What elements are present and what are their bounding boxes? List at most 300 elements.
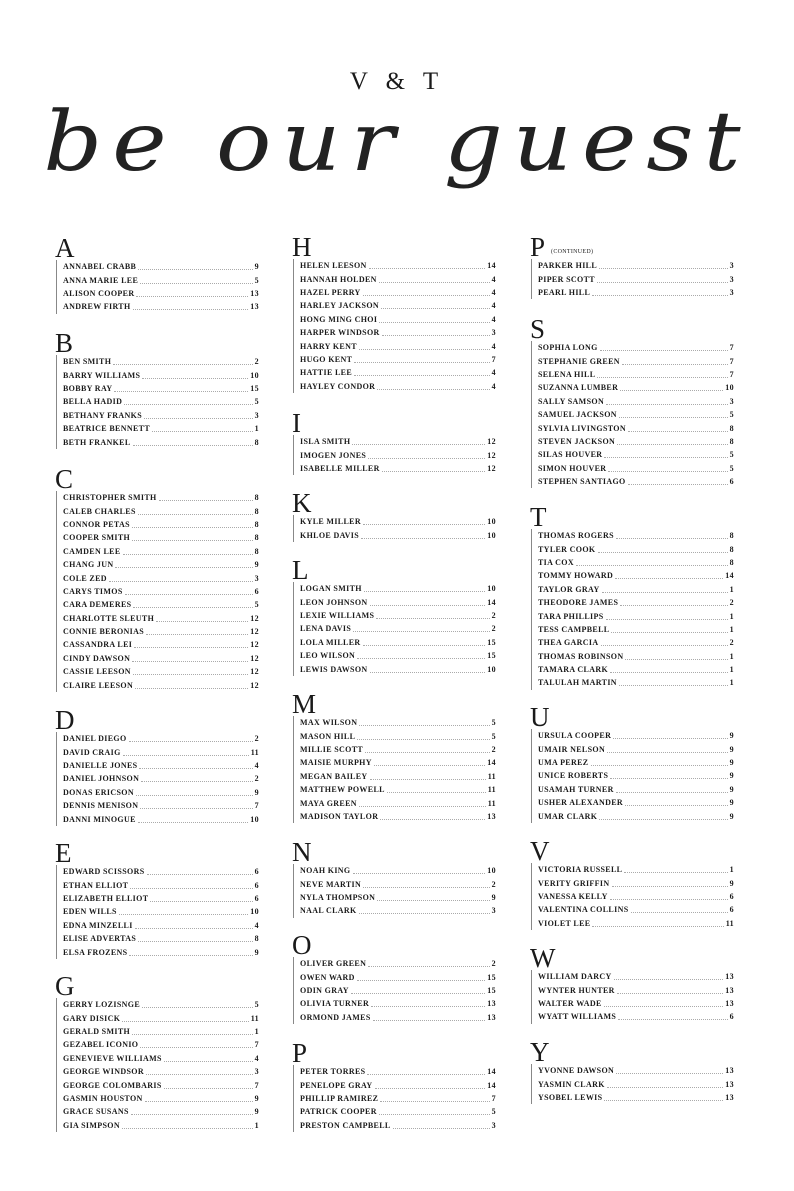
section-header — [530, 502, 734, 532]
dot-leader — [615, 578, 723, 579]
guest-name: TIA COX — [538, 557, 575, 567]
table-number: 11 — [487, 798, 496, 808]
dot-leader — [135, 928, 253, 929]
dot-leader — [618, 1019, 727, 1020]
guest-row — [63, 382, 259, 395]
table-number: 14 — [487, 597, 496, 607]
table-number: 9 — [491, 892, 496, 902]
table-number: 7 — [254, 801, 259, 811]
section-letter: W — [530, 943, 556, 973]
guest-name: SYLVIA LIVINGSTON — [538, 423, 626, 433]
guest-row — [63, 531, 259, 544]
guest-row — [63, 612, 259, 625]
table-number: 1 — [729, 678, 734, 688]
table-number: 10 — [487, 664, 496, 674]
guest-name: PENELOPE GRAY — [300, 1080, 373, 1090]
guest-row — [63, 422, 259, 435]
table-number: 13 — [487, 1012, 496, 1022]
guest-row — [63, 786, 259, 799]
table-number: 5 — [491, 731, 496, 741]
guest-row — [538, 381, 734, 394]
dot-leader — [601, 645, 728, 646]
guest-name: CARA DEMERES — [63, 600, 132, 610]
section-header — [530, 943, 734, 973]
guest-name: ANNA MARIE LEE — [63, 275, 139, 285]
guest-row — [63, 1025, 259, 1038]
table-number: 4 — [491, 381, 496, 391]
dot-leader — [150, 901, 252, 902]
guest-row — [300, 716, 496, 729]
guest-name: USAMAH TURNER — [538, 784, 614, 794]
dot-leader — [607, 752, 728, 753]
dot-leader — [352, 444, 485, 445]
guest-row — [538, 542, 734, 555]
dot-leader — [134, 647, 248, 648]
table-number: 9 — [729, 798, 734, 808]
dot-leader — [599, 268, 728, 269]
guest-row — [300, 272, 496, 285]
table-number: 1 — [729, 665, 734, 675]
guest-row — [63, 260, 259, 273]
guest-row — [538, 408, 734, 421]
table-number: 2 — [254, 734, 259, 744]
guest-row — [300, 1011, 496, 1024]
guest-list — [293, 515, 496, 542]
table-number: 13 — [725, 1092, 734, 1102]
guest-list — [531, 863, 734, 930]
guest-row — [63, 409, 259, 422]
guest-name: HAZEL PERRY — [300, 287, 361, 297]
section-e — [55, 839, 259, 959]
dot-leader — [616, 538, 728, 539]
guest-name: CHRISTOPHER SMITH — [63, 493, 157, 503]
guest-row — [300, 1065, 496, 1078]
guest-name: OLIVER GREEN — [300, 959, 367, 969]
guest-name: PRESTON CAMPBELL — [300, 1120, 391, 1130]
guest-name: ISLA SMITH — [300, 437, 351, 447]
guest-row — [300, 1092, 496, 1105]
table-number: 4 — [491, 287, 496, 297]
section-header — [55, 705, 259, 735]
section-l — [292, 556, 496, 676]
table-number: 5 — [491, 1107, 496, 1117]
table-number: 6 — [729, 1012, 734, 1022]
guest-name: YVONNE DAWSON — [538, 1066, 615, 1076]
guest-name: BETHANY FRANKS — [63, 410, 143, 420]
table-number: 6 — [254, 867, 259, 877]
guest-row — [63, 287, 259, 300]
dot-leader — [123, 755, 249, 756]
dot-leader — [379, 1114, 490, 1115]
table-number: 8 — [254, 493, 259, 503]
guest-name: UMA PEREZ — [538, 757, 589, 767]
section-header — [292, 837, 496, 867]
guest-row — [538, 1064, 734, 1077]
table-number: 9 — [729, 731, 734, 741]
section-y — [530, 1038, 734, 1104]
dot-leader — [125, 594, 253, 595]
section-s — [530, 315, 734, 488]
table-number: 3 — [254, 573, 259, 583]
table-number: 12 — [250, 653, 259, 663]
dot-leader — [359, 913, 490, 914]
dot-leader — [124, 404, 252, 405]
table-number: 13 — [725, 1079, 734, 1089]
guest-row — [63, 571, 259, 584]
guest-name: TOMMY HOWARD — [538, 571, 614, 581]
section-header — [55, 971, 259, 1001]
guest-row — [63, 625, 259, 638]
dot-leader — [113, 364, 252, 365]
guest-row — [538, 259, 734, 272]
guest-row — [63, 865, 259, 878]
guest-row — [538, 903, 734, 916]
table-number: 6 — [254, 893, 259, 903]
dot-leader — [138, 941, 252, 942]
guest-row — [300, 891, 496, 904]
table-number: 9 — [729, 744, 734, 754]
guest-row — [63, 1119, 259, 1132]
table-number: 10 — [487, 517, 496, 527]
table-number: 13 — [725, 985, 734, 995]
guest-name: MAYA GREEN — [300, 798, 357, 808]
dot-leader — [361, 538, 485, 539]
guest-name: LEWIS DAWSON — [300, 664, 368, 674]
guest-row — [300, 810, 496, 823]
guest-name: PATRICK COOPER — [300, 1107, 377, 1117]
dot-leader — [597, 282, 728, 283]
table-number: 12 — [250, 640, 259, 650]
guest-row — [538, 796, 734, 809]
guest-row — [538, 354, 734, 367]
dot-leader — [142, 1007, 253, 1008]
guest-name: BETH FRANKEL — [63, 437, 131, 447]
guest-row — [63, 878, 259, 891]
section-header — [530, 1037, 734, 1067]
guest-row — [300, 957, 496, 970]
guest-row — [300, 462, 496, 475]
table-number: 3 — [491, 906, 496, 916]
section-letter: C — [55, 464, 74, 494]
dot-leader — [600, 350, 728, 351]
dot-leader — [370, 779, 486, 780]
table-number: 2 — [491, 959, 496, 969]
guest-name: PEARL HILL — [538, 287, 591, 297]
table-number: 1 — [729, 584, 734, 594]
guest-row — [300, 339, 496, 352]
guest-name: CINDY DAWSON — [63, 653, 131, 663]
dot-leader — [624, 872, 727, 873]
guest-name: VALENTINA COLLINS — [538, 905, 629, 915]
guest-list — [56, 732, 259, 826]
table-number: 11 — [487, 771, 496, 781]
dot-leader — [379, 282, 490, 283]
table-number: 2 — [491, 610, 496, 620]
guest-row — [63, 652, 259, 665]
dot-leader — [159, 500, 253, 501]
guest-name: TARA PHILLIPS — [538, 611, 604, 621]
table-number: 6 — [729, 477, 734, 487]
guest-row — [300, 380, 496, 393]
section-g — [55, 972, 259, 1132]
table-number: 7 — [254, 1040, 259, 1050]
dot-leader — [136, 795, 253, 796]
guest-row — [300, 997, 496, 1010]
dot-leader — [354, 362, 489, 363]
guest-name: UMAR CLARK — [538, 811, 598, 821]
table-number: 6 — [254, 586, 259, 596]
guest-name: WILLIAM DARCY — [538, 972, 612, 982]
dot-leader — [599, 819, 727, 820]
guest-name: USHER ALEXANDER — [538, 798, 624, 808]
table-number: 3 — [729, 287, 734, 297]
guest-row — [538, 676, 734, 689]
guest-name: TESS CAMPBELL — [538, 624, 610, 634]
dot-leader — [591, 765, 728, 766]
guest-row — [63, 945, 259, 958]
guest-row — [300, 729, 496, 742]
dot-leader — [369, 268, 486, 269]
dot-leader — [164, 1088, 253, 1089]
dot-leader — [610, 899, 728, 900]
table-number: 12 — [487, 463, 496, 473]
guest-name: ELISE ADVERTAS — [63, 934, 137, 944]
dot-leader — [142, 378, 248, 379]
table-number: 5 — [254, 1000, 259, 1010]
dot-leader — [381, 308, 490, 309]
table-number: 1 — [729, 624, 734, 634]
dot-leader — [606, 619, 728, 620]
dot-leader — [138, 514, 253, 515]
dot-leader — [387, 792, 486, 793]
section-letter: V — [530, 836, 550, 866]
dot-leader — [133, 607, 252, 608]
guest-row — [63, 1038, 259, 1051]
guest-list — [531, 729, 734, 823]
table-number: 9 — [254, 1107, 259, 1117]
table-number: 9 — [254, 787, 259, 797]
guest-name: LEON JOHNSON — [300, 597, 368, 607]
guest-row — [63, 395, 259, 408]
guest-row — [63, 368, 259, 381]
table-number: 13 — [725, 972, 734, 982]
dot-leader — [608, 471, 727, 472]
guest-name: LOLA MILLER — [300, 637, 361, 647]
table-number: 5 — [729, 463, 734, 473]
table-number: 4 — [254, 760, 259, 770]
table-number: 5 — [729, 410, 734, 420]
table-number: 9 — [729, 811, 734, 821]
dot-leader — [379, 322, 489, 323]
guest-row — [300, 595, 496, 608]
guest-name: MAX WILSON — [300, 718, 358, 728]
section-b — [55, 329, 259, 449]
section-o — [292, 931, 496, 1024]
guest-row — [63, 745, 259, 758]
guest-row — [300, 353, 496, 366]
guest-name: DENNIS MENISON — [63, 801, 139, 811]
guest-name: SALLY SAMSON — [538, 396, 605, 406]
table-number: 12 — [487, 437, 496, 447]
guest-list — [293, 582, 496, 676]
guest-row — [63, 998, 259, 1011]
guest-name: MADISON TAYLOR — [300, 811, 379, 821]
guest-name: ANDREW FIRTH — [63, 302, 131, 312]
dot-leader — [373, 1020, 486, 1021]
section-letter: B — [55, 328, 74, 358]
dot-leader — [133, 674, 248, 675]
dot-leader — [130, 888, 252, 889]
guest-row — [300, 448, 496, 461]
guest-row — [538, 1077, 734, 1090]
dot-leader — [115, 567, 252, 568]
section-header — [292, 930, 496, 960]
guest-row — [63, 504, 259, 517]
section-letter: A — [55, 233, 75, 263]
guest-name: THOMAS ROBINSON — [538, 651, 624, 661]
table-number: 2 — [491, 879, 496, 889]
table-number: 10 — [250, 907, 259, 917]
guest-list — [293, 864, 496, 918]
section-header — [530, 232, 734, 262]
table-number: 13 — [250, 288, 259, 298]
guest-name: THEA GARCIA — [538, 638, 599, 648]
guest-name: SAMUEL JACKSON — [538, 410, 617, 420]
guest-row — [300, 609, 496, 622]
guest-name: OWEN WARD — [300, 972, 355, 982]
guest-name: PARKER HILL — [538, 261, 598, 271]
section-letter: U — [530, 702, 550, 732]
guest-row — [63, 585, 259, 598]
guest-row — [300, 1119, 496, 1132]
guest-row — [300, 662, 496, 675]
dot-leader — [620, 390, 723, 391]
dot-leader — [351, 993, 485, 994]
guest-row — [300, 326, 496, 339]
table-number: 7 — [729, 356, 734, 366]
section-k — [292, 489, 496, 542]
guest-row — [300, 770, 496, 783]
guest-name: HAYLEY CONDOR — [300, 381, 376, 391]
dot-leader — [617, 444, 728, 445]
section-header — [292, 555, 496, 585]
table-number: 9 — [729, 878, 734, 888]
guest-row — [538, 569, 734, 582]
guest-row — [538, 272, 734, 285]
guest-name: TAMARA CLARK — [538, 665, 609, 675]
guest-row — [300, 864, 496, 877]
section-h — [292, 233, 496, 393]
dot-leader — [354, 375, 490, 376]
guest-row — [538, 636, 734, 649]
table-number: 3 — [491, 1120, 496, 1130]
section-header — [55, 328, 259, 358]
table-number: 7 — [729, 369, 734, 379]
guest-row — [538, 596, 734, 609]
guest-list — [293, 435, 496, 475]
dot-leader — [602, 592, 728, 593]
guest-name: MILLIE SCOTT — [300, 744, 364, 754]
guest-name: OLIVIA TURNER — [300, 999, 370, 1009]
guest-list — [293, 259, 496, 393]
guest-name: BELLA HADID — [63, 397, 123, 407]
section-header — [292, 488, 496, 518]
guest-row — [63, 435, 259, 448]
dot-leader — [382, 471, 486, 472]
table-number: 1 — [729, 611, 734, 621]
guest-row — [63, 665, 259, 678]
dot-leader — [114, 391, 248, 392]
guest-name: TYLER COOK — [538, 544, 596, 554]
guest-row — [300, 435, 496, 448]
guest-row — [63, 772, 259, 785]
guest-name: DANIEL DIEGO — [63, 734, 127, 744]
dot-leader — [592, 926, 723, 927]
dot-leader — [631, 912, 728, 913]
dot-leader — [132, 527, 253, 528]
table-number: 10 — [250, 370, 259, 380]
guest-name: ANNABEL CRABB — [63, 262, 137, 272]
guest-list — [293, 716, 496, 823]
guest-row — [538, 395, 734, 408]
dot-leader — [576, 565, 728, 566]
table-number: 8 — [729, 436, 734, 446]
guest-name: CARYS TIMOS — [63, 586, 123, 596]
guest-name: VERITY GRIFFIN — [538, 878, 610, 888]
guest-name: EDNA MINZELLI — [63, 920, 133, 930]
continued-note: (CONTINUED) — [551, 249, 594, 255]
guest-name: COLE ZED — [63, 573, 107, 583]
dot-leader — [613, 738, 727, 739]
dot-leader — [365, 752, 490, 753]
guest-row — [63, 355, 259, 368]
dot-leader — [363, 645, 486, 646]
table-number: 15 — [487, 637, 496, 647]
guest-row — [300, 984, 496, 997]
guest-row — [63, 932, 259, 945]
guest-name: EDWARD SCISSORS — [63, 867, 145, 877]
dot-leader — [625, 659, 727, 660]
guest-row — [538, 769, 734, 782]
guest-list — [531, 529, 734, 690]
guest-row — [300, 622, 496, 635]
guest-name: WALTER WADE — [538, 998, 602, 1008]
table-number: 1 — [254, 1026, 259, 1036]
guest-name: GERRY LOZISNGE — [63, 1000, 141, 1010]
table-number: 1 — [729, 651, 734, 661]
dot-leader — [376, 618, 489, 619]
table-number: 3 — [254, 1067, 259, 1077]
table-number: 6 — [729, 905, 734, 915]
guest-row — [300, 649, 496, 662]
table-number: 14 — [487, 261, 496, 271]
dot-leader — [129, 741, 253, 742]
dot-leader — [597, 377, 727, 378]
guest-row — [63, 678, 259, 691]
dot-leader — [164, 1061, 253, 1062]
guest-row — [538, 421, 734, 434]
dot-leader — [377, 900, 489, 901]
dot-leader — [353, 631, 489, 632]
guest-name: CASSIE LEESON — [63, 667, 131, 677]
table-number: 8 — [254, 506, 259, 516]
guest-name: SELENA HILL — [538, 369, 596, 379]
guest-name: CLAIRE LEESON — [63, 680, 134, 690]
table-number: 14 — [487, 1067, 496, 1077]
table-number: 11 — [250, 747, 259, 757]
guest-name: PIPER SCOTT — [538, 274, 595, 284]
dot-leader — [122, 1021, 248, 1022]
